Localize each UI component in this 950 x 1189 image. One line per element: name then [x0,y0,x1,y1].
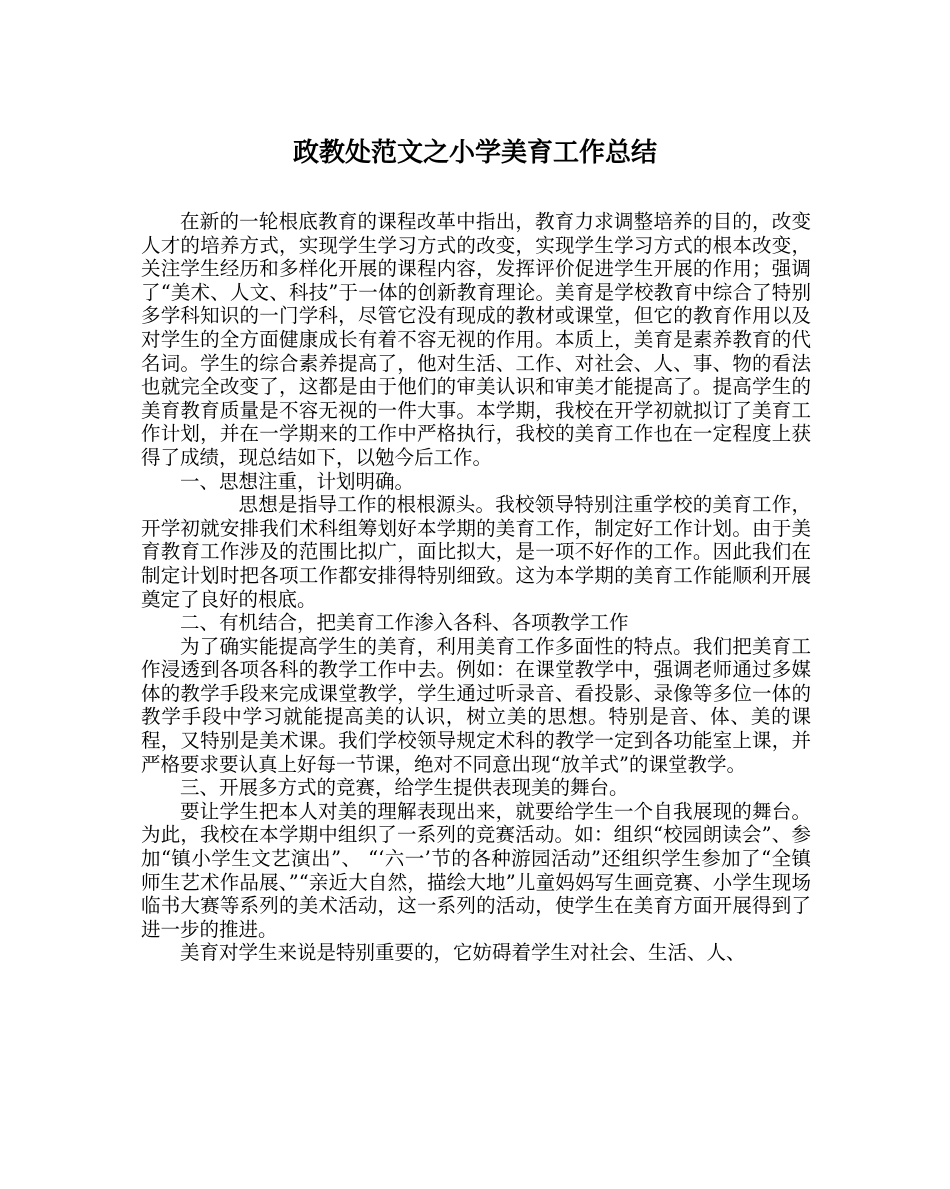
paragraph-section-3: 要让学生把本人对美的理解表现出来，就要给学生一个自我展现的舞台。为此，我校在本学期中组织了一系列的竞赛活动。如：组织“校园朗读会”、参加“镇小学生文艺演出”、 “‘六一’节的各种游园活动”还组织学生参加了“全镇师生艺术作品展、”“亲近大自然，描绘大地”儿童妈妈写生画竞赛、小学生现场临书大赛等系列的美术活动，这一系列的活动，使学生在美育方面开展得到了进一步的推进。 [141,799,811,941]
document-title: 政教处范文之小学美育工作总结 [292,138,657,168]
section-heading-3: 三、开展多方式的竞赛，给学生提供表现美的舞台。 [180,776,629,800]
paragraph-section-1: 思想是指导工作的根根源头。我校领导特别注重学校的美育工作，开学初就安排我们术科组筹划好本学期的美育工作，制定好工作计划。由于美育教育工作涉及的范围比拟广，面比拟大，是一项不好作的工作。因此我们在制定计划时把各项工作都安排得特别细致。这为本学期的美育工作能顺利开展奠定了良好的根底。 [141,493,811,611]
section-heading-2: 二、有机结合，把美育工作渗入各科、各项教学工作 [180,611,629,635]
paragraph-section-2: 为了确实能提高学生的美育，利用美育工作多面性的特点。我们把美育工作浸透到各项各科的教学工作中去。例如：在课堂教学中，强调老师通过多媒体的教学手段来完成课堂教学，学生通过听录音、看投影、录像等多位一体的教学手段中学习就能提高美的认识，树立美的思想。特别是音、体、美的课程，又特别是美术课。我们学校领导规定术科的教学一定到各功能室上课，并严格要求要认真上好每一节课，绝对不同意出现“放羊式”的课堂教学。 [141,634,811,776]
paragraph-closing: 美育对学生来说是特别重要的，它妨碍着学生对社会、生活、人、 [180,941,746,965]
paragraph-intro: 在新的一轮根底教育的课程改革中指出，教育力求调整培养的目的，改变人才的培养方式，实现学生学习方式的改变，实现学生学习方式的根本改变，关注学生经历和多样化开展的课程内容，发挥评价促进学生开展的作用；强调了“美术、人文、科技”于一体的创新教育理论。美育是学校教育中综合了特别多学科知识的一门学科，尽管它没有现成的教材或课堂，但它的教育作用以及对学生的全方面健康成长有着不容无视的作用。本质上，美育是素养教育的代名词。学生的综合素养提高了，他对生活、工作、对社会、人、事、物的看法也就完全改变了，这都是由于他们的审美认识和审美才能提高了。提高学生的美育教育质量是不容无视的一件大事。本学期，我校在开学初就拟订了美育工作计划，并在一学期来的工作中严格执行，我校的美育工作也在一定程度上获得了成绩，现总结如下，以勉今后工作。 [141,210,811,469]
section-heading-1: 一、思想注重，计划明确。 [180,469,415,493]
document-body [141,210,811,965]
